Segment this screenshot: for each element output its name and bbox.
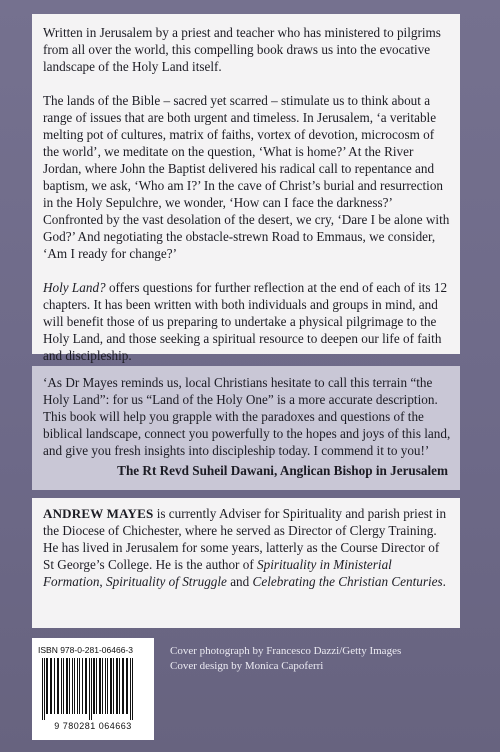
barcode-bar — [116, 658, 118, 714]
barcode-bar — [113, 658, 114, 714]
barcode-digits: 9 780281 064663 — [54, 721, 132, 731]
barcode-bar — [69, 658, 70, 714]
photo-credit: Cover photograph by Francesco Dazzi/Getty Images — [170, 645, 402, 657]
barcode-box — [32, 638, 154, 740]
barcode-bar — [50, 658, 52, 714]
barcode-bar — [85, 658, 87, 714]
barcode-bar — [91, 658, 92, 720]
barcode-bar — [46, 658, 48, 714]
endorsement-panel — [32, 366, 460, 490]
barcode-bar — [66, 658, 68, 714]
isbn-label: ISBN 978-0-281-06466-3 — [38, 645, 133, 655]
blurb-paragraph-3 — [43, 279, 452, 364]
barcode-bar — [77, 658, 78, 714]
book-1: Spirituality in Ministerial Formation — [43, 557, 392, 589]
blurb-paragraph-1: Written in Jerusalem by a priest and teacher who has ministered to pilgrims from all over the world, this compelling book draws us into the evocative landscape of the Holy Land itself. — [43, 25, 441, 74]
barcode — [38, 658, 148, 720]
endorsement-attribution: The Rt Revd Suheil Dawani, Anglican Bishop in Jerusalem — [117, 463, 448, 478]
barcode-bar — [99, 658, 101, 714]
author-bio: ANDREW MAYES is currently Adviser for Spirituality and parish priest in the Diocese of Chichester, where he served as Director of Clergy Training. He has lived in Jerusalem for some years, latterly as the Course Director of St George’s College. He is the author of Spirituality in Ministerial Formation, Spirituality of Struggle and Celebrating the Christian Centuries. — [43, 506, 447, 589]
barcode-bar — [72, 658, 73, 714]
book-2: Spirituality of Struggle — [106, 574, 227, 589]
barcode-bar — [44, 658, 45, 720]
barcode-bar — [132, 658, 133, 720]
design-credit: Cover design by Monica Capoferri — [170, 660, 324, 672]
barcode-bar — [54, 658, 55, 714]
barcode-bar — [96, 658, 97, 714]
barcode-bar — [110, 658, 112, 714]
barcode-bar — [82, 658, 83, 714]
barcode-bar — [119, 658, 120, 714]
barcode-bar — [57, 658, 59, 714]
barcode-bar — [89, 658, 90, 720]
barcode-bar — [126, 658, 128, 714]
barcode-bar — [79, 658, 80, 714]
barcode-bar — [105, 658, 106, 714]
endorsement-quote: ‘As Dr Mayes reminds us, local Christians hesitate to call this terrain “the Holy Land”: for us “Land of the Holy One” is a more accurate description. This book will help you grapple with the paradoxes and questions of the biblical landscape, connect you powerfully to the hopes and joys of this land, and give you fresh insights into discipleship today. I commend it to you!’ — [43, 375, 451, 458]
barcode-bar — [93, 658, 95, 714]
barcode-bar — [63, 658, 64, 714]
cover-credits — [170, 644, 460, 674]
author-name: ANDREW MAYES — [43, 506, 154, 521]
barcode-bar — [74, 658, 75, 714]
barcode-bar — [42, 658, 43, 720]
book-3: Celebrating the Christian Centuries — [252, 574, 443, 589]
barcode-bar — [122, 658, 124, 714]
author-panel — [32, 498, 460, 628]
barcode-bar — [102, 658, 103, 714]
book-title: Holy Land? — [43, 280, 106, 295]
barcode-bar — [130, 658, 131, 720]
blurb-panel — [32, 14, 460, 363]
blurb-paragraph-2: The lands of the Bible – sacred yet scarred – stimulate us to think about a range of issues that are both urgent and timeless. In Jerusalem, ‘a veritable melting pot of cultures, matrix of faiths, vortex of devotion, microcosm of the world’, we meditate on the question, ‘What is home?’ At the River Jordan, where John the Baptist delivered his radical call to repentance and baptism, we ask, ‘Who am I?’ In the cave of Christ’s burial and resurrection in the Holy Sepulchre, we wonder, ‘How can I face the darkness?’ Confronted by the vast desolation of the desert, we cry, ‘Dare I be alone with God?’ And negotiating the obstacle-strewn Road to Emmaus, we consider, ‘Am I ready for change?’ — [43, 93, 450, 261]
barcode-bar — [107, 658, 108, 714]
barcode-bar — [61, 658, 62, 714]
blurb-paragraph-3-text: offers questions for further reflection at the end of each of its 12 chapters. It has been written with both individuals and groups in mind, and will benefit those of us preparing to undertake a physical pilgrimage to the Holy Land, and those seeking a spiritual resource to deepen our life of faith and discipleship. — [43, 280, 448, 363]
